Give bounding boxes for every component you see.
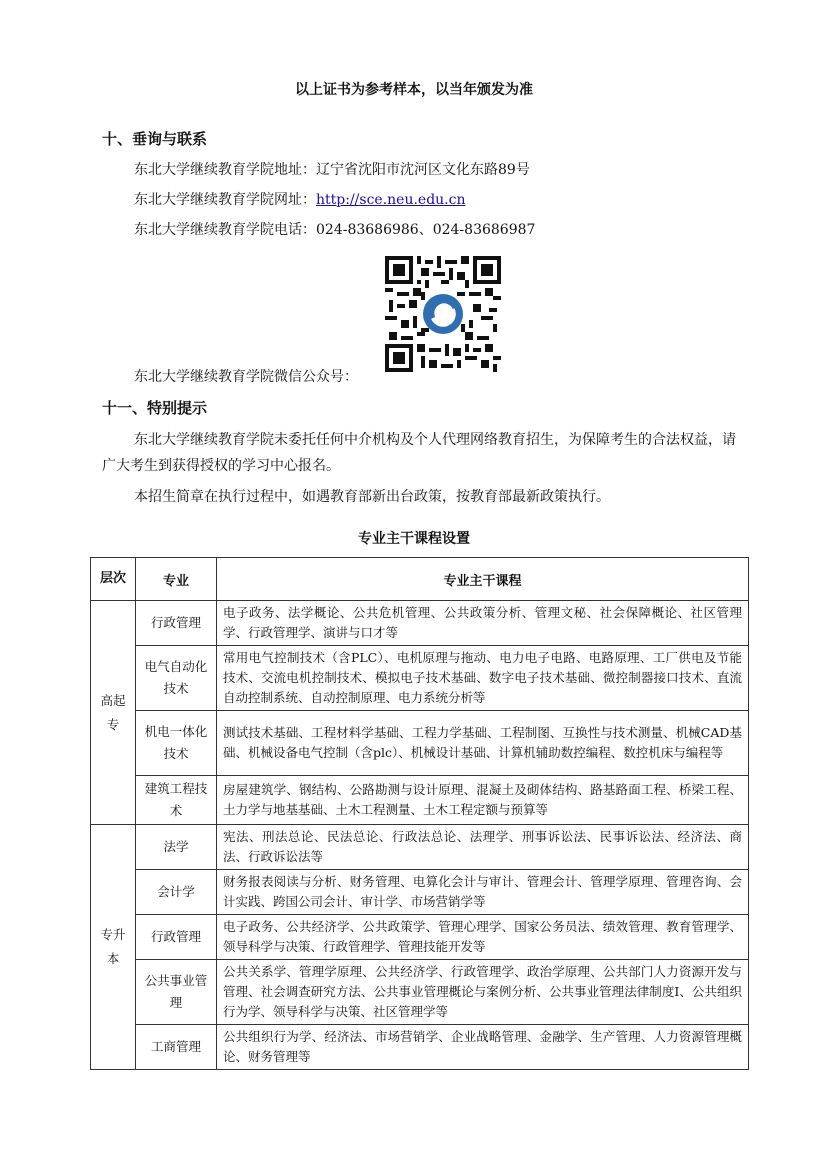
major-cell: 建筑工程技术 (136, 776, 217, 825)
section-10-title: 十、垂询与联系 (102, 130, 208, 148)
notice-paragraph-1 (102, 427, 742, 479)
wechat-label: 东北大学继续教育学院微信公众号： (134, 369, 358, 385)
level-cell: 高起专 (91, 601, 136, 825)
courses-cell: 财务报表阅读与分析、财务管理、电算化会计与审计、管理会计、管理学原理、管理咨询、会计实践、跨国公司会计、审计学、市场营销学等 (217, 870, 749, 915)
major-cell: 法学 (136, 825, 217, 870)
phone-value: 024-83686986、024-83686987 (316, 222, 536, 238)
header-major: 专业 (136, 558, 217, 601)
major-cell: 行政管理 (136, 601, 217, 646)
header-courses: 专业主干课程 (217, 558, 749, 601)
courses-cell: 公共关系学、管理学原理、公共经济学、行政管理学、政治学原理、公共部门人力资源开发与管理、社会调查研究方法、公共事业管理概论与案例分析、公共事业管理法律制度Ⅰ、公共组织行为学、领导科学与决策、社区管理学等 (217, 960, 749, 1025)
major-cell: 会计学 (136, 870, 217, 915)
header-level: 层次 (91, 558, 136, 601)
major-cell: 机电一体化技术 (136, 711, 217, 776)
major-cell: 行政管理 (136, 915, 217, 960)
table-title: 专业主干课程设置 (358, 531, 470, 547)
website-label: 东北大学继续教育学院网址： (134, 192, 316, 208)
courses-cell: 测试技术基础、工程材料学基础、工程力学基础、工程制图、互换性与技术测量、机械CAD基础、机械设备电气控制（含plc）、机械设计基础、计算机辅助数控编程、数控机床与编程等 (217, 711, 749, 776)
notice-paragraph-1-text: 东北大学继续教育学院未委托任何中介机构及个人代理网络教育招生，为保障考生的合法权益，请广大考生到获得授权的学习中心报名。 (102, 432, 736, 474)
table-row (91, 960, 749, 1025)
courses-cell: 公共组织行为学、经济法、市场营销学、企业战略管理、金融学、生产管理、人力资源管理概论、财务管理等 (217, 1025, 749, 1070)
table-row (91, 915, 749, 960)
phone-line (134, 219, 535, 239)
notice-paragraph-2 (102, 484, 742, 510)
level-cell: 专升本 (91, 825, 136, 1070)
phone-label: 东北大学继续教育学院电话： (134, 222, 316, 238)
address-value: 辽宁省沈阳市沈河区文化东路89号 (316, 162, 530, 178)
table-row (91, 825, 749, 870)
courses-cell: 宪法、刑法总论、民法总论、行政法总论、法理学、刑事诉讼法、民事诉讼法、经济法、商法、行政诉讼法等 (217, 825, 749, 870)
courses-cell: 电子政务、法学概论、公共危机管理、公共政策分析、管理文秘、社会保障概论、社区管理学、行政管理学、演讲与口才等 (217, 601, 749, 646)
table-row (91, 870, 749, 915)
website-link[interactable]: http://sce.neu.edu.cn (316, 192, 466, 208)
address-label: 东北大学继续教育学院地址： (134, 162, 316, 178)
courses-cell: 常用电气控制技术（含PLC）、电机原理与拖动、电力电子电路、电路原理、工厂供电及节能技术、交流电机控制技术、模拟电子技术基础、数字电子技术基础、微控制器接口技术、直流自动控制系统、自动控制原理、电力系统分析等 (217, 646, 749, 711)
table-row (91, 646, 749, 711)
table-row (91, 1025, 749, 1070)
major-cell: 工商管理 (136, 1025, 217, 1070)
courses-cell: 电子政务、公共经济学、公共政策学、管理心理学、国家公务员法、绩效管理、教育管理学、领导科学与决策、行政管理学、管理技能开发等 (217, 915, 749, 960)
major-cell: 公共事业管理 (136, 960, 217, 1025)
courses-cell: 房屋建筑学、钢结构、公路勘测与设计原理、混凝土及砌体结构、路基路面工程、桥梁工程、土力学与地基基础、土木工程测量、土木工程定额与预算等 (217, 776, 749, 825)
notice-paragraph-2-text: 本招生简章在执行过程中，如遇教育部新出台政策，按教育部最新政策执行。 (134, 489, 610, 505)
curriculum-table (90, 557, 749, 1070)
section-11-title: 十一、特别提示 (102, 399, 208, 417)
table-header-row (91, 558, 749, 601)
wechat-qr-code-image (385, 256, 501, 372)
certificate-note: 以上证书为参考样本，以当年颁发为准 (295, 82, 533, 98)
major-cell: 电气自动化技术 (136, 646, 217, 711)
address-line (134, 159, 530, 179)
table-row (91, 711, 749, 776)
table-row (91, 601, 749, 646)
table-row (91, 776, 749, 825)
website-line (134, 189, 465, 209)
